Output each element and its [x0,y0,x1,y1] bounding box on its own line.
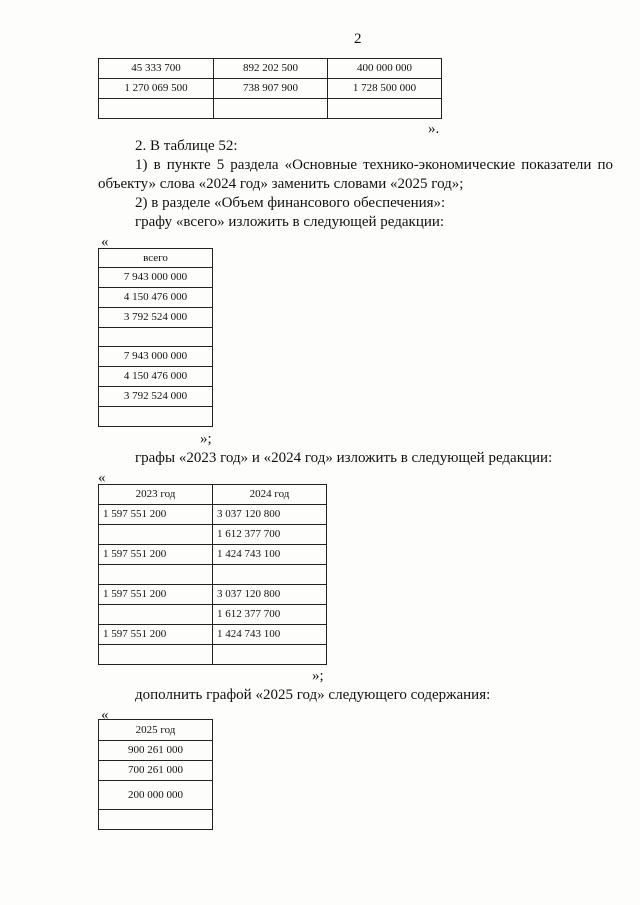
top-table [98,58,442,119]
table-cell [328,99,442,119]
table-cell [99,565,213,585]
table-row [99,565,327,585]
paragraph: 2. В таблице 52: [135,138,238,154]
table-row [99,741,213,761]
table-row [99,605,327,625]
table-total [98,248,213,427]
table-row [99,347,213,367]
table-cell: 400 000 000 [328,59,442,79]
table-row [99,328,213,347]
table-row [99,308,213,328]
table-cell: 900 261 000 [99,741,213,761]
table-row [99,268,213,288]
table-row [99,407,213,427]
table-row [99,585,327,605]
table-cell: 700 261 000 [99,761,213,781]
table-cell: 200 000 000 [99,781,213,810]
table-row [99,288,213,308]
table-cell: 4 150 476 000 [99,288,213,308]
table-row [99,505,327,525]
table-row [99,625,327,645]
table-cell: 45 333 700 [99,59,214,79]
table-cell: 1 424 743 100 [213,545,327,565]
table-cell [214,99,328,119]
table-row [99,59,442,79]
table-row [99,761,213,781]
paragraph: объекту» слова «2024 год» заменить словами «2025 год»; [98,176,464,192]
table-cell: 1 270 069 500 [99,79,214,99]
open-quote-mark: « [98,470,106,486]
paragraph: 1) в пункте 5 раздела «Основные технико-экономические показатели по [135,157,613,173]
table-row [99,367,213,387]
table-cell: 1 597 551 200 [99,505,213,525]
close-quote-mark: »; [200,431,212,447]
table-cell [99,605,213,625]
table-row [99,79,442,99]
open-quote-mark: « [101,707,109,723]
table-cell: 7 943 000 000 [99,268,213,288]
table-years [98,484,327,665]
column-header: 2023 год [99,485,213,505]
table-header-row [99,720,213,741]
table-cell: 3 792 524 000 [99,387,213,407]
table-2025 [98,719,213,830]
open-quote-mark: « [101,234,109,250]
table-cell [99,645,213,665]
table-cell [99,328,213,347]
page-number: 2 [354,31,362,47]
paragraph: графу «всего» изложить в следующей редакции: [135,214,445,230]
table-cell: 1 597 551 200 [99,585,213,605]
table-row [99,645,327,665]
table-cell [99,525,213,545]
table-cell: 892 202 500 [214,59,328,79]
paragraph: 2) в разделе «Объем финансового обеспечения»: [135,195,446,211]
table-cell: 1 612 377 700 [213,525,327,545]
table-cell [99,407,213,427]
column-header: всего [99,249,213,268]
table-header-row [99,249,213,268]
table-row [99,781,213,810]
column-header: 2024 год [213,485,327,505]
table-row [99,99,442,119]
table-row [99,387,213,407]
close-quote-mark: ». [428,121,440,137]
table-cell: 738 907 900 [214,79,328,99]
table-row [99,810,213,830]
table-cell: 1 612 377 700 [213,605,327,625]
table-cell: 4 150 476 000 [99,367,213,387]
table-row [99,545,327,565]
paragraph: графы «2023 год» и «2024 год» изложить в следующей редакции: [135,450,553,466]
table-cell: 3 037 120 800 [213,585,327,605]
table-header-row [99,485,327,505]
table-cell: 7 943 000 000 [99,347,213,367]
paragraph: дополнить графой «2025 год» следующего содержания: [135,687,491,703]
close-quote-mark: »; [312,668,324,684]
table-cell: 3 037 120 800 [213,505,327,525]
table-cell [99,99,214,119]
table-cell: 3 792 524 000 [99,308,213,328]
column-header: 2025 год [99,720,213,741]
table-cell [213,565,327,585]
table-cell: 1 597 551 200 [99,625,213,645]
table-row [99,525,327,545]
table-cell [213,645,327,665]
table-cell: 1 597 551 200 [99,545,213,565]
table-cell: 1 424 743 100 [213,625,327,645]
table-cell: 1 728 500 000 [328,79,442,99]
table-cell [99,810,213,830]
